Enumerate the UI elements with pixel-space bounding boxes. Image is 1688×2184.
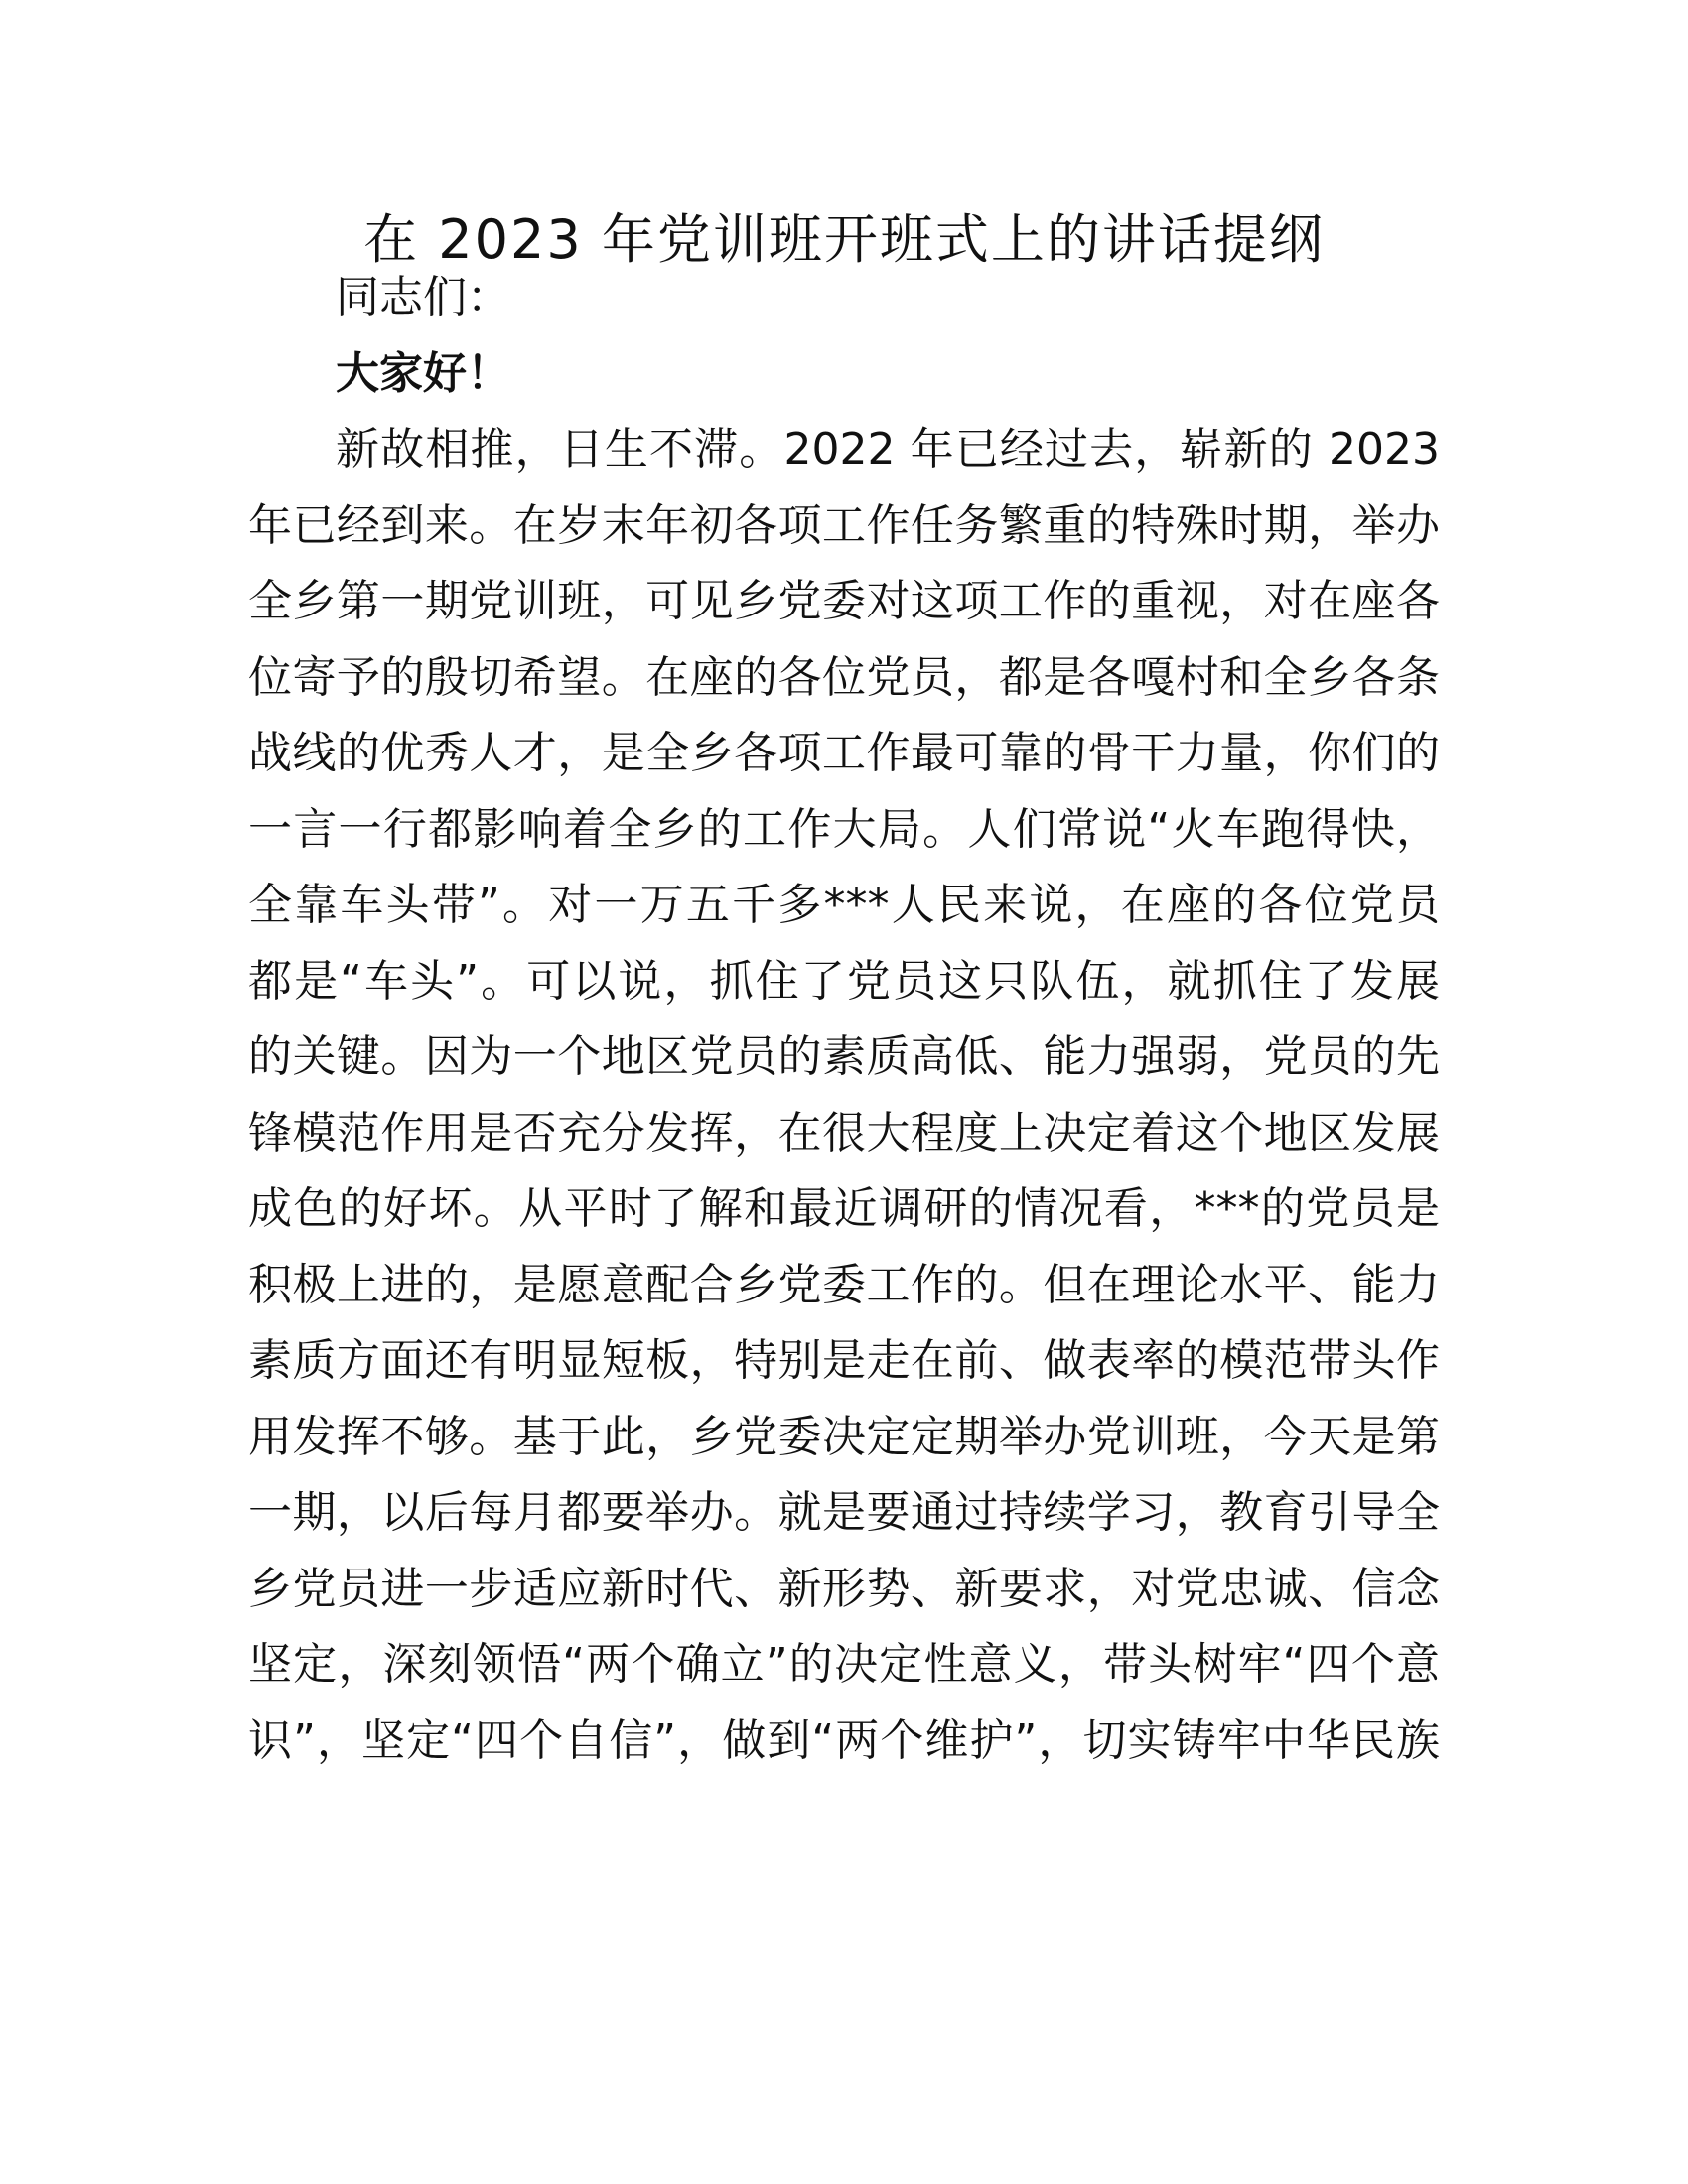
paragraph-line: 位寄予的殷切希望。在座的各位党员，都是各嘎村和全乡各条 (248, 651, 1440, 703)
paragraph-line: 全靠车头带”。对一万五千多***人民来说，在座的各位党员 (248, 880, 1440, 930)
paragraph-line: 一言一行都影响着全乡的工作大局。人们常说“火车跑得快， (248, 803, 1440, 855)
paragraph-line: 坚定，深刻领悟“两个确立”的决定性意义，带头树牢“四个意 (248, 1639, 1440, 1690)
greeting: 大家好！ (336, 347, 510, 399)
paragraph-line: 全乡第一期党训班，可见乡党委对这项工作的重视，对在座各 (248, 576, 1440, 626)
paragraph-line: 乡党员进一步适应新时代、新形势、新要求，对党忠诚、信念 (248, 1563, 1440, 1614)
paragraph-line: 都是“车头”。可以说，抓住了党员这只队伍，就抓住了发展 (248, 955, 1440, 1007)
document-title: 在 2023 年党训班开班式上的讲话提纲 (363, 208, 1325, 271)
paragraph-line: 一期，以后每月都要举办。就是要通过持续学习，教育引导全 (248, 1487, 1440, 1538)
paragraph-line: 新故相推，日生不滞。2022 年已经过去，崭新的 2023 (336, 424, 1440, 475)
paragraph-line: 识”，坚定“四个自信”，做到“两个维护”，切实铸牢中华民族 (248, 1714, 1440, 1766)
paragraph-line: 年已经到来。在岁末年初各项工作任务繁重的特殊时期，举办 (248, 499, 1440, 551)
document-body (248, 260, 1440, 1779)
paragraph-line: 积极上进的，是愿意配合乡党委工作的。但在理论水平、能力 (248, 1259, 1440, 1310)
paragraph-line: 素质方面还有明显短板，特别是走在前、做表率的模范带头作 (248, 1335, 1440, 1386)
paragraph-line: 成色的好坏。从平时了解和最近调研的情况看，***的党员是 (248, 1183, 1440, 1234)
paragraph-line: 锋模范作用是否充分发挥，在很大程度上决定着这个地区发展 (248, 1107, 1440, 1159)
paragraph-line: 用发挥不够。基于此，乡党委决定定期举办党训班，今天是第 (248, 1411, 1440, 1462)
paragraph-line: 战线的优秀人才，是全乡各项工作最可靠的骨干力量，你们的 (248, 728, 1440, 778)
paragraph-line: 的关键。因为一个地区党员的素质高低、能力强弱，党员的先 (248, 1031, 1440, 1082)
salutation: 同志们： (336, 272, 510, 323)
